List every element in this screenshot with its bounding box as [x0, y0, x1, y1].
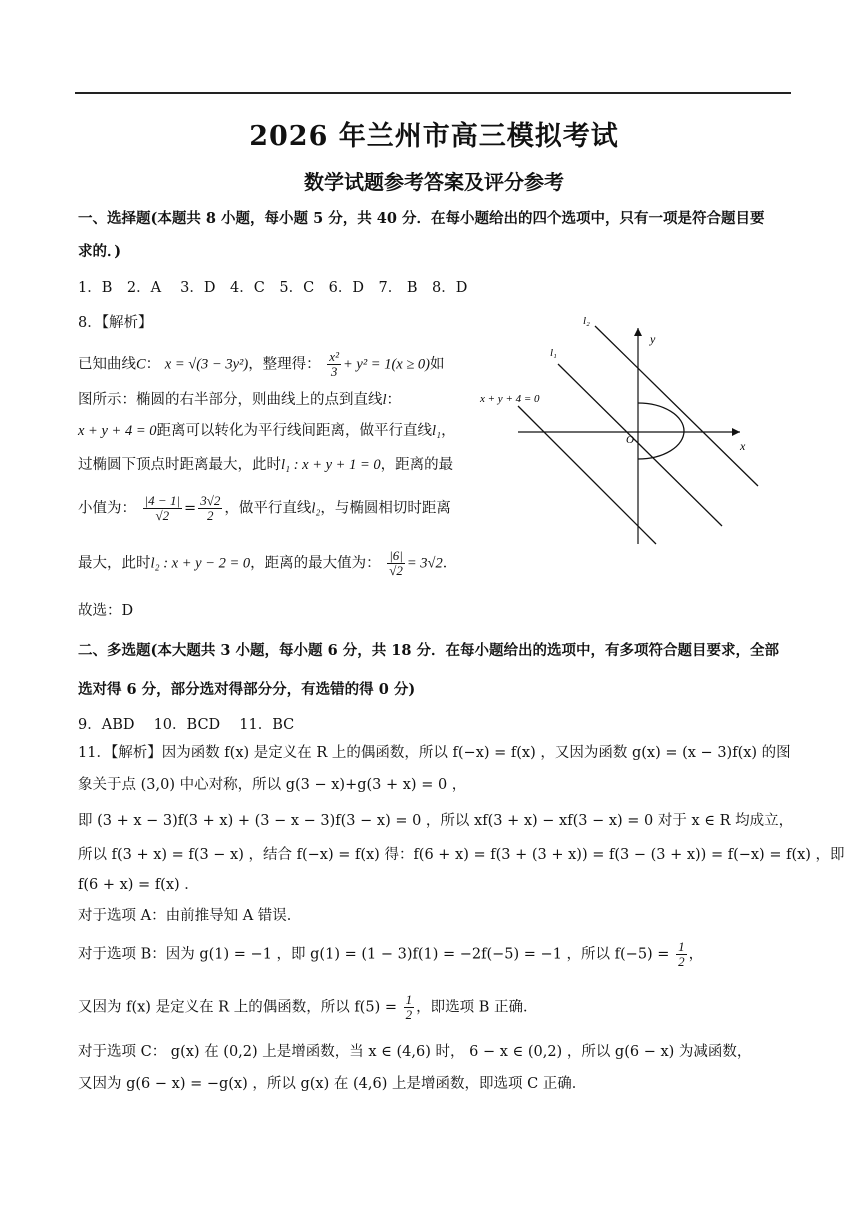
q8-l5-post2: ，与椭圆相切时距离	[320, 500, 451, 517]
figure-label-l2: l₂	[583, 315, 590, 327]
q11-line9: 对于选项 C： g(x) 在 (0,2) 上是增函数，当 x ∈ (4,6) 时， 6 − x ∈ (0,2) ，所以 g(6 − x) 为减函数，	[78, 1044, 752, 1060]
q8-l6-post: ．	[442, 555, 458, 572]
q8-l1-equation2: + y² = 1(x ≥ 0)	[342, 356, 430, 373]
ellipse-figure	[478, 308, 760, 558]
q8-l5-l2: l₂	[311, 500, 321, 517]
q8-l6-fraction	[387, 549, 405, 578]
q8-l2-post: ：	[386, 392, 402, 408]
q11-line4: 所以 f(3 + x) = f(3 − x) ，结合 f(−x) = f(x) 得：f(6 + x) = f(3 + (3 + x)) = f(3 − (3 + x)) = f(−x) = f(x) ，即	[78, 847, 845, 863]
figure-label-x: x	[740, 439, 746, 453]
y-axis-arrow	[634, 328, 642, 336]
q8-l1-colon: ：	[145, 356, 161, 373]
q8-l1-curve: C	[136, 356, 146, 373]
q8-l5-frac1-num: |4 − 1|	[144, 493, 181, 508]
q11-line5: f(6 + x) = f(x) ．	[78, 877, 199, 893]
q8-l4-equation: l₁ : x + y + 1 = 0	[281, 457, 381, 473]
q11-line10: 又因为 g(6 − x) = −g(x) ，所以 g(x) 在 (4,6) 上是增函数，即选项 C 正确．	[78, 1076, 587, 1092]
q8-l4-post: ，距离的最	[380, 457, 454, 473]
figure-label-given-line: x + y + 4 = 0	[480, 393, 540, 405]
q11-line6: 对于选项 A：由前推导知 A 错误．	[78, 908, 302, 924]
q8-l1-pre: 已知曲线	[78, 356, 136, 373]
q8-l3-mid: 距离可以转化为平行线间距离，做平行直线	[156, 423, 432, 439]
q8-l5-frac2-num: 3√2	[200, 493, 221, 508]
q11-l8-fraction	[404, 993, 415, 1022]
q8-line4	[78, 454, 453, 476]
q11-line8	[78, 993, 537, 1022]
q8-conclusion: 故选：D	[78, 603, 134, 619]
q11-l7-frac-den: 2	[678, 954, 685, 969]
figure-label-y: y	[650, 332, 656, 346]
section2-heading-line1: 二、多选题(本大题共 3 小题，每小题 6 分，共 18 分．在每小题给出的选项中，有多项符合题目要求，全部	[78, 642, 780, 659]
section1-answers: 1．B 2．A 3．D 4．C 5．C 6．D 7． B 8．D	[78, 280, 468, 296]
page-subtitle: 数学试题参考答案及评分参考	[304, 170, 564, 194]
section1-heading-line2: 求的．)	[78, 243, 122, 260]
q8-l4-pre: 过椭圆下顶点时距离最大，此时	[78, 457, 281, 473]
q8-l5-fraction2	[198, 494, 222, 523]
q8-l6-frac-num: |6|	[389, 548, 403, 563]
q8-l1-equation: x = √(3 − 3y²)	[164, 356, 249, 373]
q8-l5-frac1-den: √2	[155, 508, 170, 523]
section2-heading-line2: 选对得 6 分，部分选对得部分分，有选错的得 0 分)	[78, 681, 416, 698]
q11-l8-frac-num: 1	[405, 992, 413, 1007]
q8-line2	[78, 389, 401, 411]
figure-label-origin: O	[626, 434, 634, 446]
q11-line2: 象关于点 (3,0) 中心对称，所以 g(3 − x)+g(3 + x) = 0 ，	[78, 777, 467, 793]
q8-l2-text: 图所示：椭圆的右半部分，则曲线上的点到直线	[78, 392, 383, 408]
q8-l6-result: = 3√2	[406, 555, 443, 572]
q11-l7-pre: 对于选项 B：因为 g(1) = −1 ，即 g(1) = (1 − 3)f(1) = −2f(−5) = −1 ，所以 f(−5) =	[78, 946, 670, 963]
q11-l8-pre: 又因为 f(x) 是定义在 R 上的偶函数，所以 f(5) =	[78, 999, 397, 1016]
section1-heading-line1: 一、选择题(本题共 8 小题，每小题 5 分，共 40 分．在每小题给出的四个选项中，只有一项是符合题目要	[78, 210, 765, 227]
q11-l7-post: ，	[688, 946, 704, 963]
q8-line1	[78, 350, 445, 379]
q8-l6-mid: ，距离的最大值为：	[250, 555, 381, 572]
q8-l6-equation: l₂ : x + y − 2 = 0	[150, 555, 251, 572]
q8-l3-l1: l₁	[431, 423, 442, 439]
q8-l5-fraction1	[143, 494, 182, 523]
q11-line7	[78, 940, 703, 969]
q8-l3-post: ，	[441, 423, 456, 439]
q8-l1-frac-den: 3	[330, 364, 338, 379]
q8-l5-post: ，做平行直线	[224, 500, 312, 517]
q11-line3: 即 (3 + x − 3)f(3 + x) + (3 − x − 3)f(3 − x) = 0 ，所以 xf(3 + x) − xf(3 − x) = 0 对于 x ∈ R 均成立，	[78, 813, 794, 829]
q8-l2-line: l	[382, 392, 387, 408]
q8-l6-frac-den: √2	[389, 563, 403, 578]
q8-line6	[78, 549, 457, 578]
line-given	[518, 406, 656, 544]
q11-l8-post: ，即选项 B 正确．	[416, 999, 538, 1016]
q8-l1-mid: ，整理得：	[248, 356, 321, 373]
q8-l1-post: 如	[430, 356, 445, 373]
line-l2	[595, 326, 758, 486]
q11-l8-frac-den: 2	[405, 1007, 413, 1022]
q8-l5-eq: =	[184, 500, 197, 517]
q8-l1-frac-num: x²	[329, 349, 339, 364]
section2-answers: 9．ABD 10．BCD 11．BC	[78, 717, 295, 733]
page-title: 2026 年兰州市高三模拟考试	[249, 121, 619, 152]
q11-l7-frac-num: 1	[678, 939, 685, 954]
figure-label-l1: l₁	[550, 347, 557, 359]
q8-line5	[78, 494, 451, 523]
x-axis-arrow	[732, 428, 740, 436]
q8-l6-pre: 最大，此时	[78, 555, 151, 572]
q11-line1: 11．【解析】因为函数 f(x) 是定义在 R 上的偶函数，所以 f(−x) = f(x) ，又因为函数 g(x) = (x − 3)f(x) 的图	[78, 745, 791, 761]
q8-line3	[78, 420, 456, 442]
line-l1	[558, 364, 722, 526]
q8-l5-pre: 小值为：	[78, 500, 136, 517]
q8-l1-fraction	[327, 350, 341, 379]
q11-l7-fraction	[676, 940, 687, 969]
q8-l3-equation: x + y + 4 = 0	[78, 423, 157, 439]
q8-label: 8．【解析】	[78, 315, 153, 331]
q8-l5-frac2-den: 2	[207, 508, 214, 523]
top-rule	[75, 92, 791, 94]
